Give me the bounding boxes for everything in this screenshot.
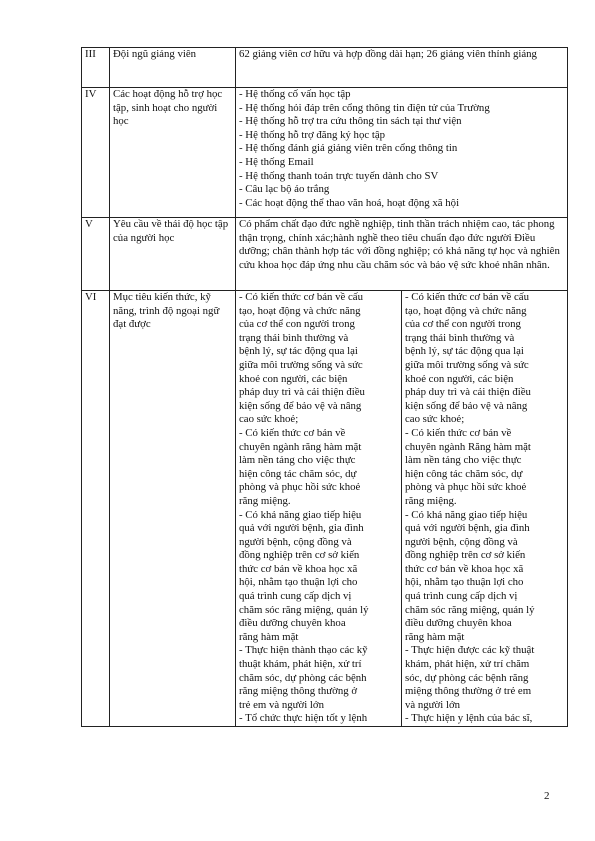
objective-line: tạo, hoạt động và chức năng bbox=[405, 304, 527, 317]
list-item: - Hệ thống hỗ trợ tra cứu thông tin sách tại thư viện bbox=[239, 115, 462, 128]
objective-line: đồng nghiệp trên cơ sở kiến bbox=[239, 549, 360, 562]
objective-line: - Tổ chức thực hiện tốt y lệnh bbox=[239, 712, 368, 725]
list-item: - Câu lạc bộ áo trắng bbox=[239, 183, 330, 196]
objective-line: giữa môi trường sống và sức bbox=[239, 358, 363, 371]
objective-line: - Có kiến thức cơ bản về bbox=[239, 426, 346, 439]
objective-line: trẻ em và người lớn bbox=[239, 698, 325, 711]
objective-line: - Thực hiện thành thạo các kỹ bbox=[239, 644, 368, 657]
objective-line: và người lớn bbox=[405, 698, 461, 711]
objective-line: chăm sóc, dự phòng các bệnh bbox=[239, 671, 367, 684]
row-number: V bbox=[82, 218, 110, 291]
table-row bbox=[82, 88, 568, 218]
objective-line: điều dưỡng chuyên khoa bbox=[405, 617, 512, 630]
attitude-text: Có phẩm chất đạo đức nghề nghiệp, tinh thần trách nhiệm cao, tác phong thận trọng, chính xác;hành nghề theo tiêu chuẩn đạo đức người Điều dưỡng; chân thành hợp tác với đồng nghiệp; có khả năng tự học và nghiên cứu khoa học đáp ứng nhu cầu chăm sóc và bảo vệ sức khoẻ nhân nhân. bbox=[239, 218, 560, 271]
objective-line: khoẻ con người, các biện bbox=[405, 372, 514, 385]
objective-line: tạo, hoạt động và chức năng bbox=[239, 304, 361, 317]
objective-line: người bệnh, cộng đồng và bbox=[239, 535, 352, 548]
objective-line: - Có khả năng giao tiếp hiệu bbox=[405, 508, 528, 521]
row-content bbox=[236, 218, 568, 291]
list-item: - Các hoạt động thể thao văn hoá, hoạt động xã hội bbox=[239, 196, 460, 209]
objective-line: trạng thái bình thường và bbox=[239, 331, 349, 344]
objective-line: phòng và phục hồi sức khoẻ bbox=[239, 481, 361, 494]
faculty-text: 62 giảng viên cơ hữu và hợp đồng dài hạn; 26 giảng viên thỉnh giảng bbox=[239, 48, 537, 60]
objective-line: điều dưỡng chuyên khoa bbox=[239, 617, 346, 630]
row-label: Các hoạt động hỗ trợ học tập, sinh hoạt cho người học bbox=[110, 88, 236, 218]
objective-line: - Có kiến thức cơ bản về cấu bbox=[405, 291, 529, 303]
objective-line: phòng và phục hồi sức khoẻ bbox=[405, 481, 527, 494]
table-row bbox=[82, 218, 568, 291]
objective-line: của cơ thể con người trong bbox=[405, 318, 521, 331]
objective-line: hội, nhằm tạo thuận lợi cho bbox=[239, 576, 358, 589]
objective-line: quả với người bệnh, gia đình bbox=[239, 522, 364, 535]
objective-line: - Có khả năng giao tiếp hiệu bbox=[239, 508, 362, 521]
row-content bbox=[236, 48, 568, 88]
objective-line: pháp duy trì và cải thiện điều bbox=[405, 386, 531, 399]
objective-line: thức cơ bản về khoa học xã bbox=[405, 562, 524, 575]
objective-line: người bệnh, cộng đồng và bbox=[405, 535, 518, 548]
objective-line: răng miệng. bbox=[405, 494, 457, 507]
objective-line: - Thực hiện được các kỹ thuật bbox=[405, 644, 535, 657]
objective-line: chuyên ngành răng hàm mặt bbox=[239, 440, 362, 453]
list-item: - Hệ thống cố vấn học tập bbox=[239, 88, 351, 100]
objective-line: quá trình cung cấp dịch vị bbox=[405, 590, 518, 603]
objective-line: chăm sóc răng miệng, quản lý bbox=[405, 603, 535, 616]
objective-line: chuyên ngành Răng hàm mặt bbox=[405, 440, 531, 453]
objective-line: của cơ thể con người trong bbox=[239, 318, 355, 331]
support-activities-list bbox=[236, 88, 568, 218]
objective-line: khám, phát hiện, xử trí chăm bbox=[405, 658, 530, 671]
objective-line: pháp duy trì và cải thiện điều bbox=[239, 386, 365, 399]
list-item: - Hệ thống hỏi đáp trên cổng thông tin điện tử của Trường bbox=[239, 101, 490, 114]
objective-line: hiện công tác chăm sóc, dự bbox=[239, 467, 357, 480]
program-info-table bbox=[81, 47, 568, 727]
objectives-column-1 bbox=[236, 291, 402, 727]
objective-line: răng miệng thông thường ở bbox=[239, 685, 358, 698]
row-number: VI bbox=[82, 291, 110, 727]
objective-line: răng hàm mặt bbox=[239, 630, 299, 643]
objective-line: kiện sống để bảo vệ và nâng bbox=[239, 399, 362, 412]
objective-line: giữa môi trường sống và sức bbox=[405, 358, 529, 371]
row-label: Đội ngũ giảng viên bbox=[110, 48, 236, 88]
row-label: Mục tiêu kiến thức, kỹ năng, trình độ ngoại ngữ đạt được bbox=[110, 291, 236, 727]
objective-line: đồng nghiệp trên cơ sở kiến bbox=[405, 549, 526, 562]
objectives-column-2 bbox=[402, 291, 568, 727]
page-number: 2 bbox=[544, 790, 550, 802]
objective-line: hội, nhằm tạo thuận lợi cho bbox=[405, 576, 524, 589]
objective-line: - Có kiến thức cơ bản về bbox=[405, 426, 512, 439]
list-item: - Hệ thống Email bbox=[239, 155, 314, 168]
objective-line: miệng thông thường ở trẻ em bbox=[405, 685, 532, 698]
table-row bbox=[82, 48, 568, 88]
list-item: - Hệ thống hỗ trợ đăng ký học tập bbox=[239, 128, 386, 141]
objective-line: kiện sống để bảo vệ và nâng bbox=[405, 399, 528, 412]
table-row bbox=[82, 291, 568, 727]
objective-line: - Thực hiện y lệnh của bác sĩ, bbox=[405, 712, 533, 725]
objective-line: chăm sóc răng miệng, quản lý bbox=[239, 603, 369, 616]
objective-line: răng miệng. bbox=[239, 494, 291, 507]
objective-line: cao sức khoẻ; bbox=[239, 413, 299, 426]
objective-line: thức cơ bản về khoa học xã bbox=[239, 562, 358, 575]
objective-line: quá trình cung cấp dịch vị bbox=[239, 590, 352, 603]
objective-line: bệnh lý, sự tác động qua lại bbox=[405, 345, 524, 358]
row-label: Yêu cầu về thái độ học tập của người học bbox=[110, 218, 236, 291]
objective-line: làm nền tảng cho việc thực bbox=[405, 454, 522, 467]
objective-line: bệnh lý, sự tác động qua lại bbox=[239, 345, 358, 358]
objective-line: làm nền tảng cho việc thực bbox=[239, 454, 356, 467]
list-item: - Hệ thống đánh giá giảng viên trên cổng thông tin bbox=[239, 142, 458, 155]
row-number: IV bbox=[82, 88, 110, 218]
objective-line: - Có kiến thức cơ bản về cấu bbox=[239, 291, 363, 303]
objective-line: cao sức khoẻ; bbox=[405, 413, 465, 426]
objective-line: sóc, dự phòng các bệnh răng bbox=[405, 671, 529, 684]
list-item: - Hệ thống thanh toán trực tuyến dành cho SV bbox=[239, 169, 439, 182]
row-number: III bbox=[82, 48, 110, 88]
objective-line: thuật khám, phát hiện, xử trí bbox=[239, 658, 362, 671]
objective-line: quả với người bệnh, gia đình bbox=[405, 522, 530, 535]
objective-line: trạng thái bình thường và bbox=[405, 331, 515, 344]
objective-line: răng hàm mặt bbox=[405, 630, 465, 643]
objective-line: khoẻ con người, các biện bbox=[239, 372, 348, 385]
objective-line: hiện công tác chăm sóc, dự bbox=[405, 467, 523, 480]
